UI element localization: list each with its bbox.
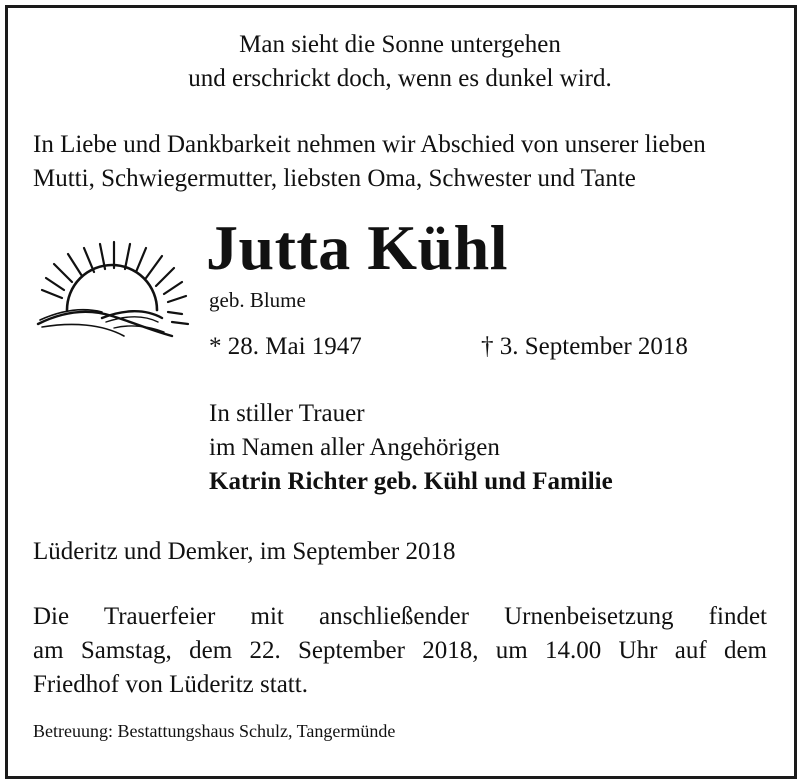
funeral-line-2: am Samstag, dem 22. September 2018, um 14.00 Uhr auf dem xyxy=(33,637,767,664)
poem-line-1: Man sieht die Sonne untergehen xyxy=(239,31,561,58)
funeral-line-1: Die Trauerfeier mit anschließender Urnenbeisetzung findet xyxy=(33,603,767,630)
mourners-line-1: In stiller Trauer xyxy=(209,400,365,427)
mourners-line-2: im Namen aller Angehörigen xyxy=(209,434,500,461)
mourners-family: Katrin Richter geb. Kühl und Familie xyxy=(209,468,613,495)
setting-sun-icon xyxy=(32,232,197,352)
funeral-home-credit: Betreuung: Bestattungshaus Schulz, Tangermünde xyxy=(33,721,396,741)
poem-line-2: und erschrickt doch, wenn es dunkel wird. xyxy=(188,65,612,92)
funeral-notice xyxy=(33,600,767,702)
deceased-name: Jutta Kühl xyxy=(206,212,508,283)
death-date: † 3. September 2018 xyxy=(481,333,688,360)
birth-name: geb. Blume xyxy=(209,288,306,312)
birth-date: * 28. Mai 1947 xyxy=(209,333,362,360)
place-date: Lüderitz und Demker, im September 2018 xyxy=(33,538,456,565)
intro-line-1: In Liebe und Dankbarkeit nehmen wir Abschied von unserer lieben xyxy=(33,131,706,158)
intro-line-2: Mutti, Schwiegermutter, liebsten Oma, Schwester und Tante xyxy=(33,165,636,192)
funeral-line-3: Friedhof von Lüderitz statt. xyxy=(33,671,308,698)
